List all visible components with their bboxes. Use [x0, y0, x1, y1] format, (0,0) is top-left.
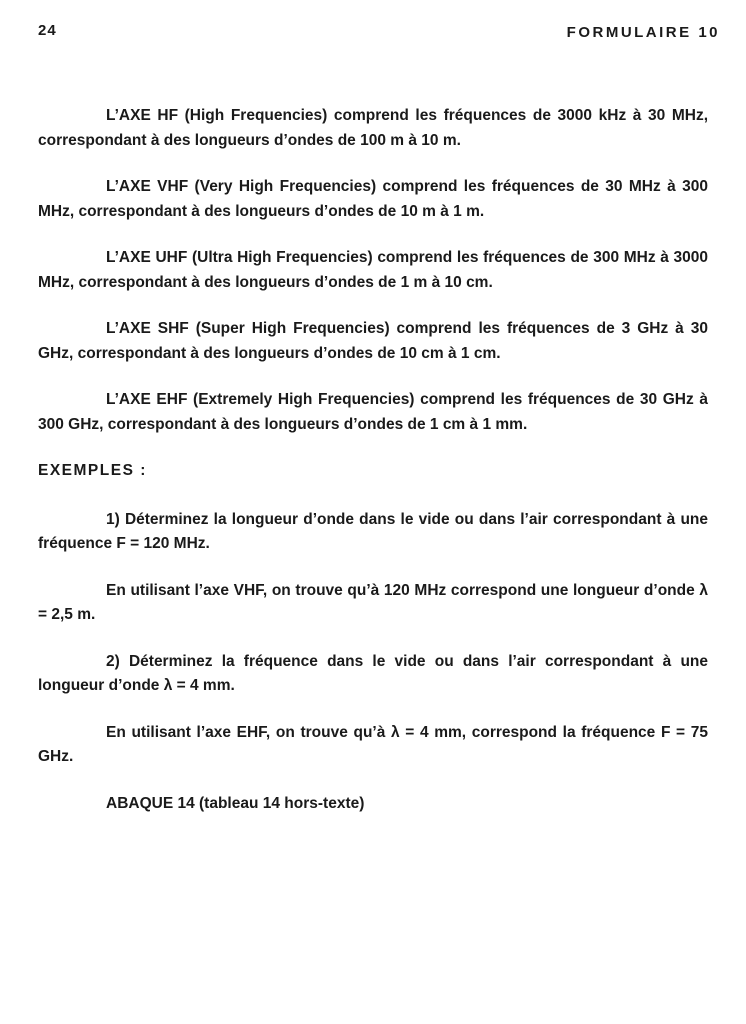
running-title: FORMULAIRE 10: [566, 24, 720, 41]
abaque-reference: ABAQUE 14 (tableau 14 hors-texte): [106, 794, 365, 812]
page-number: 24: [38, 22, 57, 39]
example-2-answer: En utilisant l’axe EHF, on trouve qu’à λ = 4 mm, correspond la fréquence F = 75 GHz.: [38, 723, 708, 765]
paragraph-uhf-band: L’AXE UHF (Ultra High Frequencies) comprend les fréquences de 300 MHz à 3000 MHz, correspondant à des longueurs d’ondes de 1 m à 10 cm.: [38, 249, 708, 291]
example-1-question: 1) Déterminez la longueur d’onde dans le vide ou dans l’air correspondant à une fréquence F = 120 MHz.: [38, 510, 708, 552]
paragraph-ehf-band: L’AXE EHF (Extremely High Frequencies) comprend les fréquences de 30 GHz à 300 GHz, correspondant à des longueurs d’ondes de 1 cm à 1 mm.: [38, 391, 708, 433]
paragraph-vhf-band: L’AXE VHF (Very High Frequencies) comprend les fréquences de 30 MHz à 300 MHz, correspondant à des longueurs d’ondes de 10 m à 1 m.: [38, 178, 708, 220]
example-1-answer: En utilisant l’axe VHF, on trouve qu’à 120 MHz correspond une longueur d’onde λ = 2,5 m.: [38, 581, 708, 623]
page-content: [38, 104, 708, 838]
paragraph-shf-band: L’AXE SHF (Super High Frequencies) comprend les fréquences de 3 GHz à 30 GHz, correspondant à des longueurs d’ondes de 10 cm à 1 cm.: [38, 320, 708, 362]
paragraph-hf-band: L’AXE HF (High Frequencies) comprend les fréquences de 3000 kHz à 30 MHz, correspondant à des longueurs d’ondes de 100 m à 10 m.: [38, 107, 708, 149]
example-2-question: 2) Déterminez la fréquence dans le vide ou dans l’air correspondant à une longueur d’onde λ = 4 mm.: [38, 652, 708, 694]
examples-heading: EXEMPLES :: [38, 462, 147, 479]
page-header: [38, 18, 720, 44]
